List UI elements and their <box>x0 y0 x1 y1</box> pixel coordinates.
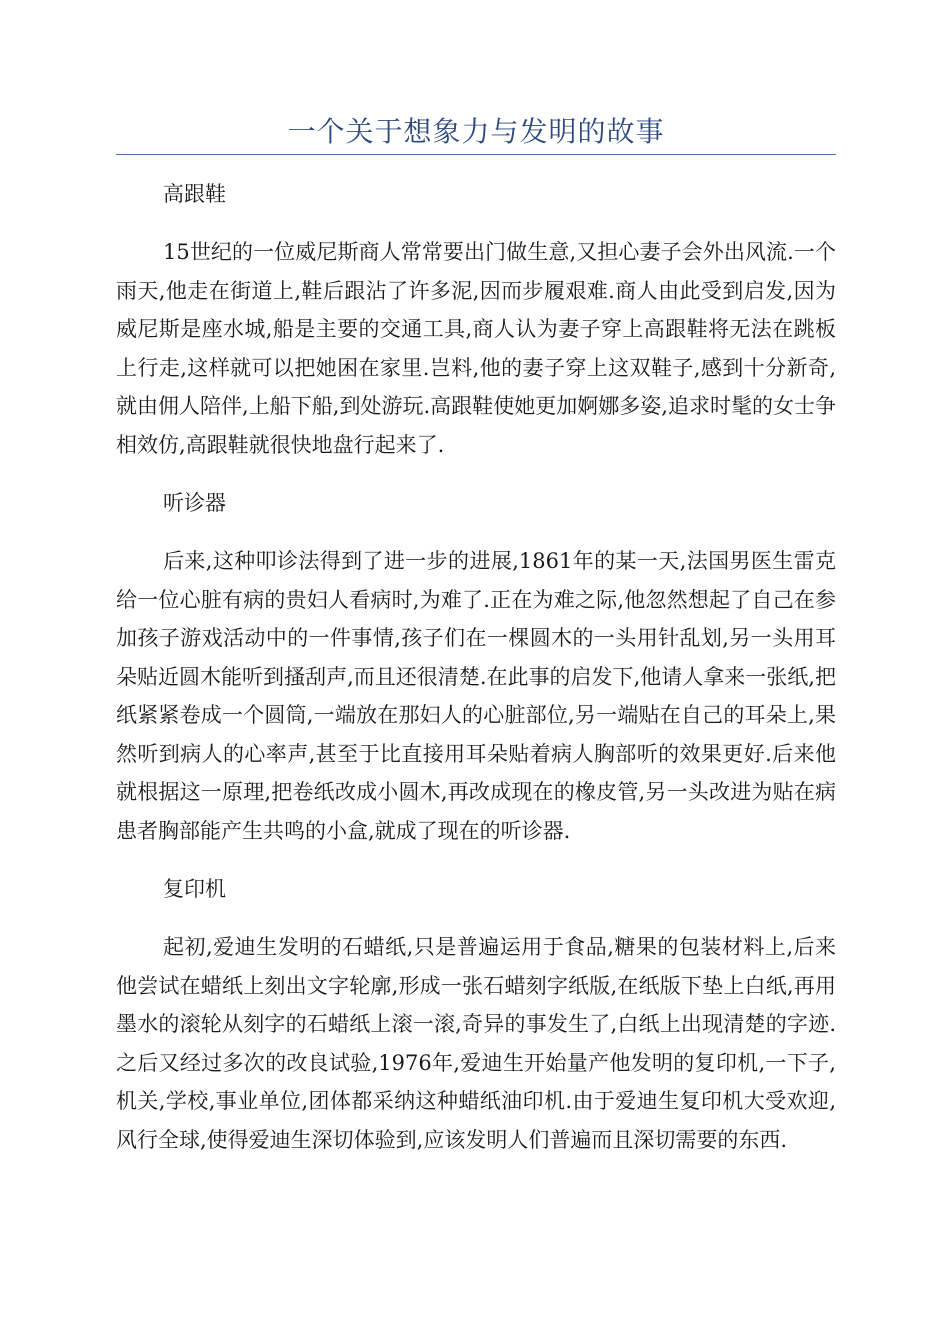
spacer <box>116 213 836 233</box>
section-paragraph-high-heels: 15世纪的一位威尼斯商人常常要出门做生意,又担心妻子会外出风流.一个雨天,他走在街道上,鞋后跟沾了许多泥,因而步履艰难.商人由此受到启发,因为威尼斯是座水城,船是主要的交通工具,商人认为妻子穿上高跟鞋将无法在跳板上行走,这样就可以把她困在家里.岂料,他的妻子穿上这双鞋子,感到十分新奇,就由佣人陪伴,上船下船,到处游玩.高跟鞋使她更加婀娜多姿,追求时髦的女士争相效仿,高跟鞋就很快地盘行起来了. <box>116 240 836 457</box>
section-paragraph-stethoscope: 后来,这种叩诊法得到了进一步的进展,1861年的某一天,法国男医生雷克给一位心脏有病的贵妇人看病时,为难了.正在为难之际,他忽然想起了自己在参加孩子游戏活动中的一件事情,孩子们在一棵圆木的一头用针乱划,另一头用耳朵贴近圆木能听到搔刮声,而且还很清楚.在此事的启发下,他请人拿来一张纸,把纸紧紧卷成一个圆筒,一端放在那妇人的心脏部位,另一端贴在自己的耳朵上,果然听到病人的心率声,甚至于比直接用耳朵贴着病人胸部听的效果更好.后来他就根据这一原理,把卷纸改成小圆木,再改成现在的橡皮管,另一头改进为贴在病患者胸部能产生共鸣的小盒,就成了现在的听诊器. <box>116 549 836 843</box>
section-paragraph-copier: 起初,爱迪生发明的石蜡纸,只是普遍运用于食品,糖果的包装材料上,后来他尝试在蜡纸上刻出文字轮廓,形成一张石蜡刻字纸版,在纸版下垫上白纸,再用墨水的滚轮从刻字的石蜡纸上滚一滚,奇异的事发生了,白纸上出现清楚的字迹.之后又经过多次的改良试验,1976年,爱迪生开始量产他发明的复印机,一下子,机关,学校,事业单位,团体都采纳这种蜡纸油印机.由于爱迪生复印机大受欢迎,风行全球,使得爱迪生深切体验到,应该发明人们普遍而且深切需要的东西. <box>116 935 836 1152</box>
spacer <box>116 464 836 484</box>
section-heading-copier: 复印机 <box>163 877 226 901</box>
section-heading-stethoscope: 听诊器 <box>163 491 226 515</box>
spacer <box>116 850 836 870</box>
document-title: 一个关于想象力与发明的故事 <box>287 115 665 148</box>
section-heading-high-heels: 高跟鞋 <box>163 182 226 206</box>
title-underline <box>116 154 836 155</box>
document-body <box>116 175 836 1159</box>
spacer <box>116 522 836 542</box>
spacer <box>116 908 836 928</box>
